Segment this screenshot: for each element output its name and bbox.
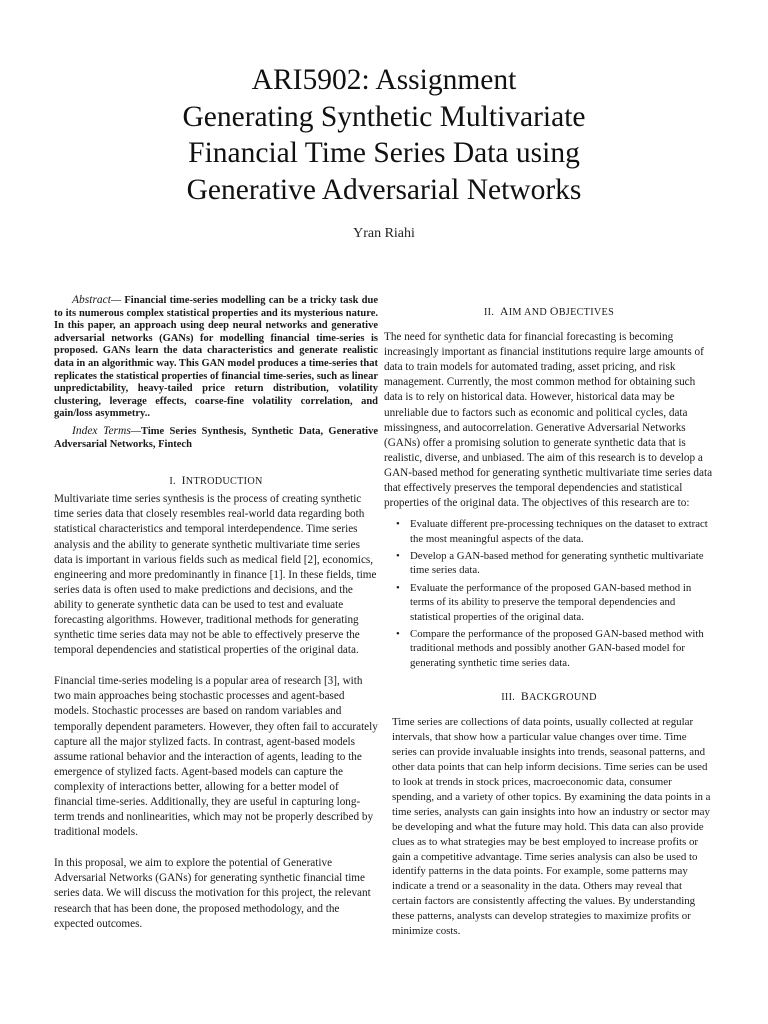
intro-paragraph-1: Multivariate time series synthesis is the process of creating synthetic time series data that closely resembles real-world data regarding both statistical characteristics and temporal interdependence. Time series analysis and the ability to generate synthetic multivariate time series data is important in various fields such as medical field [2], economics, engineering and more predominantly in finance [1]. In these fields, time series data is often used to make predictions and decisions, and the ability to generate synthetic data can be used to test and evaluate forecasting algorithms. However, traditional methods for generating synthetic time series data may not be able to effectively preserve the temporal dependencies and statistical properties of the original data. [54, 493, 377, 657]
section-number: I. [169, 476, 176, 488]
section-number: III. [501, 692, 516, 704]
heading-rest: IM AND [508, 307, 550, 318]
heading-cap: B [520, 689, 529, 704]
left-column [54, 294, 378, 932]
heading-rest: ACKGROUND [529, 692, 597, 704]
objective-item [396, 549, 714, 578]
objective-text: Develop a GAN-based method for generating synthetic multivariate time series data. [410, 550, 704, 577]
heading-cap: I [181, 473, 186, 488]
intro-paragraph-2: Financial time-series modeling is a popular area of research [3], with two main approaches being stochastic processes and agent-based models. Stochastic processes are based on random variables and temporally dependent parameters. However, they often fail to accurately capture all the major stylized facts. In contrast, agent-based models assume rational behavior and the interaction of agents, leading to the emergence of stylized facts. Agent-based models can capture the complexity of interactions better, allowing for a better model of financial time-series. Additionally, they are useful in capturing long-term trends and nonlinearities, which may not be properly described by traditional models. [54, 675, 378, 839]
aims-paragraph: The need for synthetic data for financial forecasting is becoming increasingly important as financial institutions require large amounts of data to train models for automated trading, asset pricing, and risk management. Currently, the most common method for obtaining such data is to rely on historical data. However, historical data may be unreliable due to factors such as economic and political cycles, data missingness, and autocorrelation. Generative Adversarial Networks (GANs) offer a promising solution to generate synthetic data that is realistic, diverse, and unbiased. The aim of this research is to develop a GAN-based method for generating synthetic multivariate time series data that effectively preserves the temporal dependencies and statistical properties of the original data. The objectives of this research are to: [384, 331, 713, 510]
index-terms-lead: Index Terms— [72, 424, 142, 437]
index-terms [54, 425, 378, 451]
abstract-text: Financial time-series modelling can be a tricky task due to its numerous complex statistical properties and its mysterious nature. In this paper, an approach using deep neural networks and generative adversarial networks (GANs) for modelling financial time-series is proposed. GANs learn the data characteristics and generate realistic data in an algorithmic way. This GAN model produces a time-series that replicates the statistical properties of financial time-series, such as linear unpredictability, heavy-tailed price return distribution, volatility clustering, leverage effects, coarse-fine volatility correlation, and gain/loss asymmetry.. [54, 295, 378, 420]
background-paragraph: Time series are collections of data points, usually collected at regular intervals, that show how a particular value changes over time. Time series can provide invaluable insights into trends, seasonal patterns, and other data points that can help inform decisions. Time series can be used to look at trends in stock prices, macroeconomic data, consumer spending, and a variety of other topics. By examining the data points in a time series, analysts can gain insights into how an industry or sector may be developing and what the future may hold. This data can also provide clues as to what strategies may be best employed to increase profits or gain a competitive advantage. Time series analysis can also be used to identify patterns in the data points. For example, some patterns may indicate a trend or a seasonality in the data. Others may reveal that certain factors are consistently affecting the values. By understanding these patterns, analysts can develop strategies to maximize profits or minimize costs. [392, 716, 711, 938]
heading-cap: A [499, 304, 509, 318]
title-line-2: Generating Synthetic Multivariate [182, 100, 586, 133]
section-number: II. [483, 307, 495, 318]
objective-item [396, 581, 714, 624]
author-name: Yran Riahi [353, 226, 415, 241]
abstract [54, 294, 378, 421]
title-line-1: ARI5902: Assignment [251, 64, 517, 96]
bullet-icon: • [396, 581, 400, 594]
objective-item [396, 627, 714, 670]
section-heading-background [384, 689, 714, 705]
heading-cap: O [549, 304, 559, 318]
objective-text: Evaluate the performance of the proposed GAN-based method in terms of its ability to preserve the temporal dependencies and statistical properties of the original data. [410, 581, 692, 623]
objective-text: Evaluate different pre-processing techniques on the dataset to extract the most meaningful aspects of the data. [410, 518, 708, 545]
right-column [384, 294, 714, 939]
bullet-icon: • [396, 550, 400, 563]
objective-text: Compare the performance of the proposed GAN-based method with traditional methods and possibly another GAN-based model for generating synthetic time series data. [410, 628, 704, 669]
index-terms-text: Time Series Synthesis, Synthetic Data, Generative Adversarial Networks, Fintech [54, 425, 378, 450]
bullet-icon: • [396, 518, 400, 531]
bullet-icon: • [396, 628, 400, 641]
paper-title [0, 62, 768, 208]
objectives-list [384, 517, 714, 670]
heading-rest: NTRODUCTION [185, 476, 263, 488]
title-line-3: Financial Time Series Data using [188, 137, 580, 169]
section-heading-introduction [54, 473, 378, 489]
objective-item [396, 517, 714, 546]
abstract-lead: Abstract— [72, 294, 122, 306]
section-heading-aims [384, 304, 714, 320]
intro-paragraph-3: In this proposal, we aim to explore the potential of Generative Adversarial Networks (GANs) for generating synthetic financial time series data. We will discuss the motivation for this project, the relevant research that has been done, the proposed methodology, and the expected outcomes. [54, 857, 371, 930]
heading-rest: BJECTIVES [558, 307, 615, 318]
title-line-4: Generative Adversarial Networks [186, 173, 582, 206]
